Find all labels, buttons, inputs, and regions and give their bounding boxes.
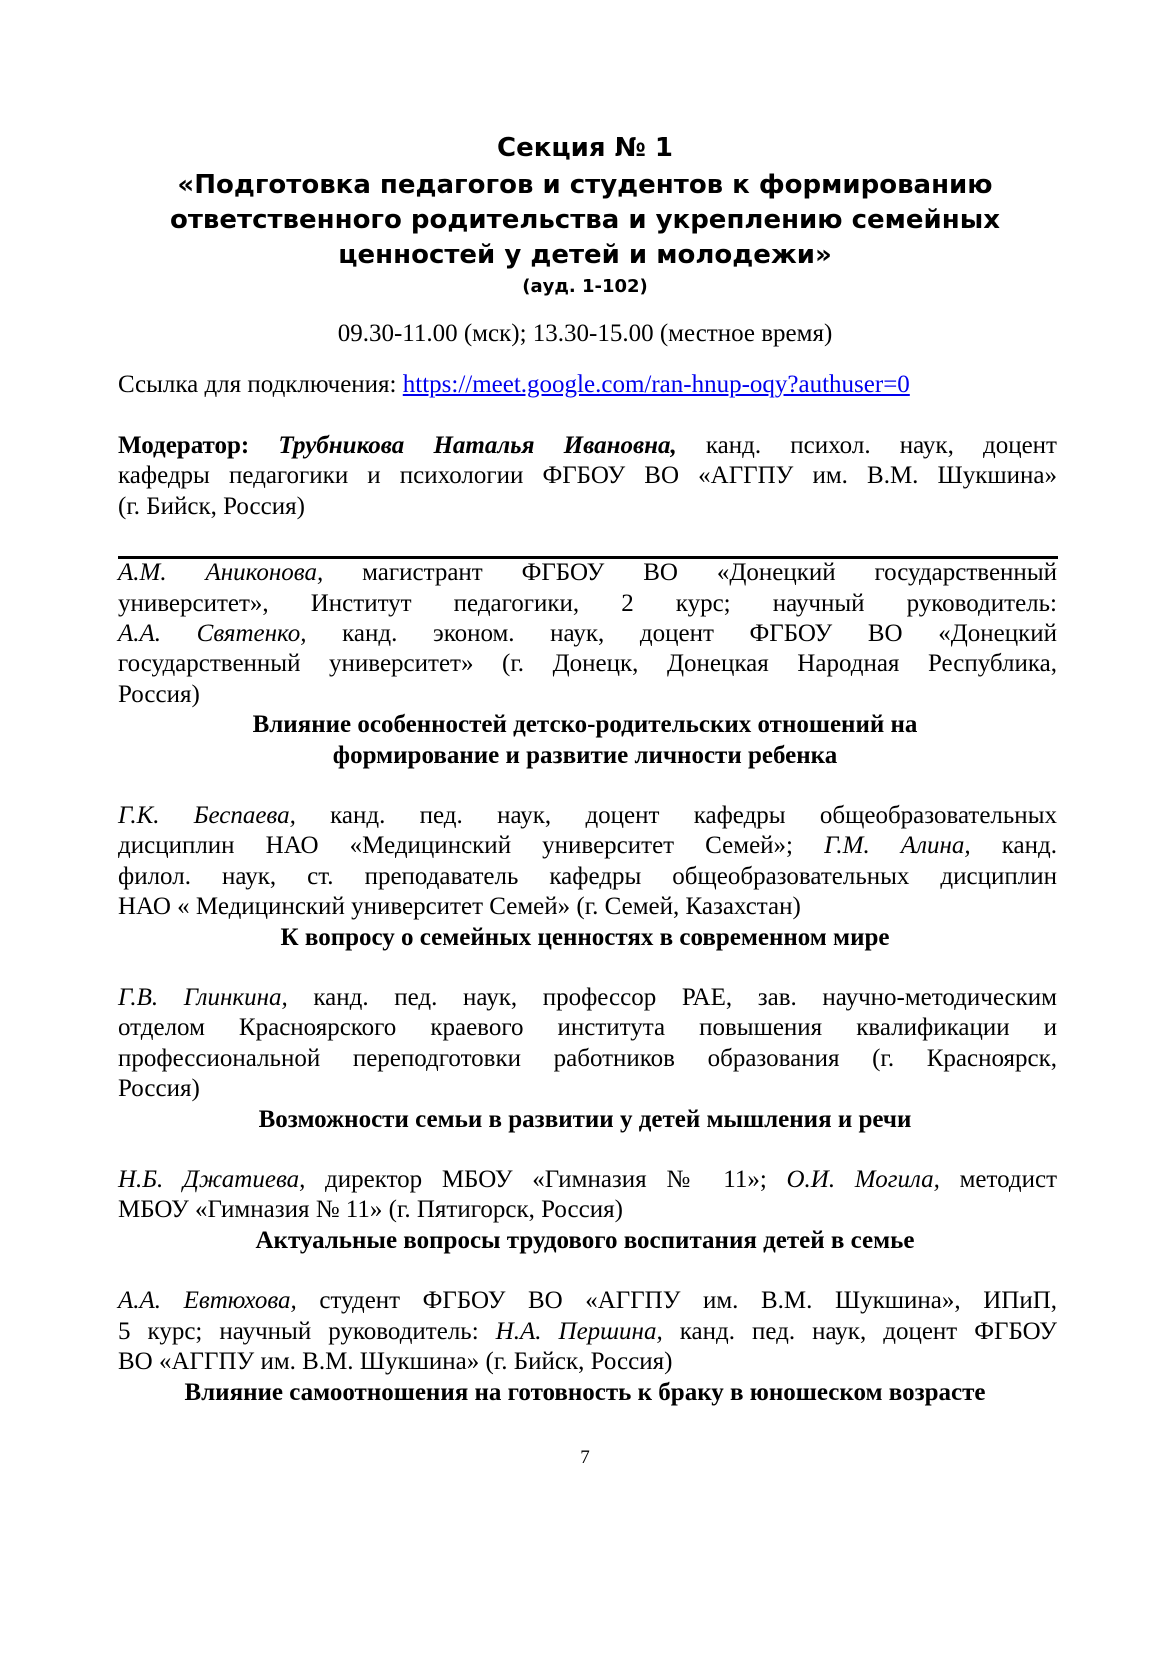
entry-text: канд. пед. наук, доцент кафедры общеобразовательных [295,802,1057,829]
entry-1-line-1 [118,559,1057,587]
entry-text: студент ФГБОУ ВО «АГГПУ им. В.М. Шукшина», ИПиП, [296,1287,1058,1314]
entry-text: 5 курс; научный руководитель: [118,1318,496,1345]
entry-5-title-line-1: Влияние самоотношения на готовность к браку в юношеском возрасте [184,1379,986,1406]
entry-1-line-5: Россия) [118,681,200,708]
entry-text: дисциплин НАО «Медицинский университет Семей»; [118,832,825,859]
entry-text: методист [939,1166,1057,1193]
entry-4-line-2: МБОУ «Гимназия № 11» (г. Пятигорск, Россия) [118,1196,623,1223]
entry-1-line-2: университет», Институт педагогики, 2 курс; научный руководитель: [118,590,1057,617]
author-name: О.И. Могила, [786,1166,940,1193]
entry-3-line-4: Россия) [118,1075,200,1102]
author-name: А.А. Евтюхова, [118,1287,297,1314]
entry-5-line-3: ВО «АГГПУ им. В.М. Шукшина» (г. Бийск, Россия) [118,1348,673,1375]
entry-text: канд. пед. наук, доцент ФГБОУ [662,1318,1057,1345]
section-room: (ауд. 1-102) [522,276,648,297]
entry-text: директор МБОУ «Гимназия № 11»; [305,1166,787,1193]
author-name: Н.Б. Джатиева, [118,1166,306,1193]
entry-3-line-2: отделом Красноярского краевого института повышения квалификации и [118,1014,1057,1041]
moderator-line-3: (г. Бийск, Россия) [118,493,305,520]
section-time: 09.30-11.00 (мск); 13.30-15.00 (местное время) [337,320,833,347]
entry-1-title-line-2: формирование и развитие личности ребенка [332,742,838,769]
moderator-line-2: кафедры педагогики и психологии ФГБОУ ВО «АГГПУ им. В.М. Шукшина» [118,462,1057,489]
entry-3-line-3: профессиональной переподготовки работников образования (г. Красноярск, [118,1045,1057,1072]
entry-5-line-2 [118,1318,1057,1346]
moderator-label: Модератор: [118,432,250,459]
author-name: Г.М. Алина, [824,832,971,859]
entry-1-title-line-1: Влияние особенностей детско-родительских отношений на [252,711,918,738]
moderator-line1-rest: канд. психол. наук, доцент [705,432,1057,459]
connection-label: Ссылка для подключения: [118,371,397,398]
section-title-line-1: «Подготовка педагогов и студентов к формированию [177,170,993,200]
entry-2-line-3: филол. наук, ст. преподаватель кафедры общеобразовательных дисциплин [118,863,1057,890]
entry-2-title-line-1: К вопросу о семейных ценностях в современном мире [280,924,890,951]
advisor-name: А.А. Святенко, [118,620,307,647]
entry-text: канд. [970,832,1057,859]
connection-line [118,371,910,399]
advisor-name: Н.А. Першина, [495,1318,663,1345]
entry-5-line-1 [118,1287,1057,1315]
section-number: Секция № 1 [496,133,674,163]
entry-2-line-4: НАО « Медицинский университет Семей» (г. Семей, Казахстан) [118,893,801,920]
moderator-line-1 [118,432,1057,460]
entry-1-line-4: государственный университет» (г. Донецк, Донецкая Народная Республика, [118,650,1057,677]
section-title-line-3: ценностей у детей и молодежи» [338,240,832,270]
entry-4-title-line-1: Актуальные вопросы трудового воспитания детей в семье [255,1227,915,1254]
author-name: А.М. Аниконова, [118,559,324,586]
author-name: Г.К. Беспаева, [118,802,296,829]
entry-3-title-line-1: Возможности семьи в развитии у детей мышления и речи [258,1106,912,1133]
section-title-line-2: ответственного родительства и укреплению семейных [169,205,1000,235]
entry-2-line-2 [118,832,1057,860]
entry-4-line-1 [118,1166,1057,1194]
entry-2-line-1 [118,802,1057,830]
moderator-name: Трубникова Наталья Ивановна, [278,432,677,459]
meeting-link[interactable]: https://meet.google.com/ran-hnup-oqy?authuser=0 [402,371,910,398]
page-number: 7 [580,1447,590,1468]
entry-text: канд. пед. наук, профессор РАЕ, зав. научно-методическим [287,984,1057,1011]
author-name: Г.В. Глинкина, [118,984,288,1011]
entry-3-line-1 [118,984,1057,1012]
entry-text: магистрант ФГБОУ ВО «Донецкий государственный [323,559,1057,586]
entry-text: канд. эконом. наук, доцент ФГБОУ ВО «Донецкий [306,620,1058,647]
entry-1-line-3 [118,620,1057,648]
